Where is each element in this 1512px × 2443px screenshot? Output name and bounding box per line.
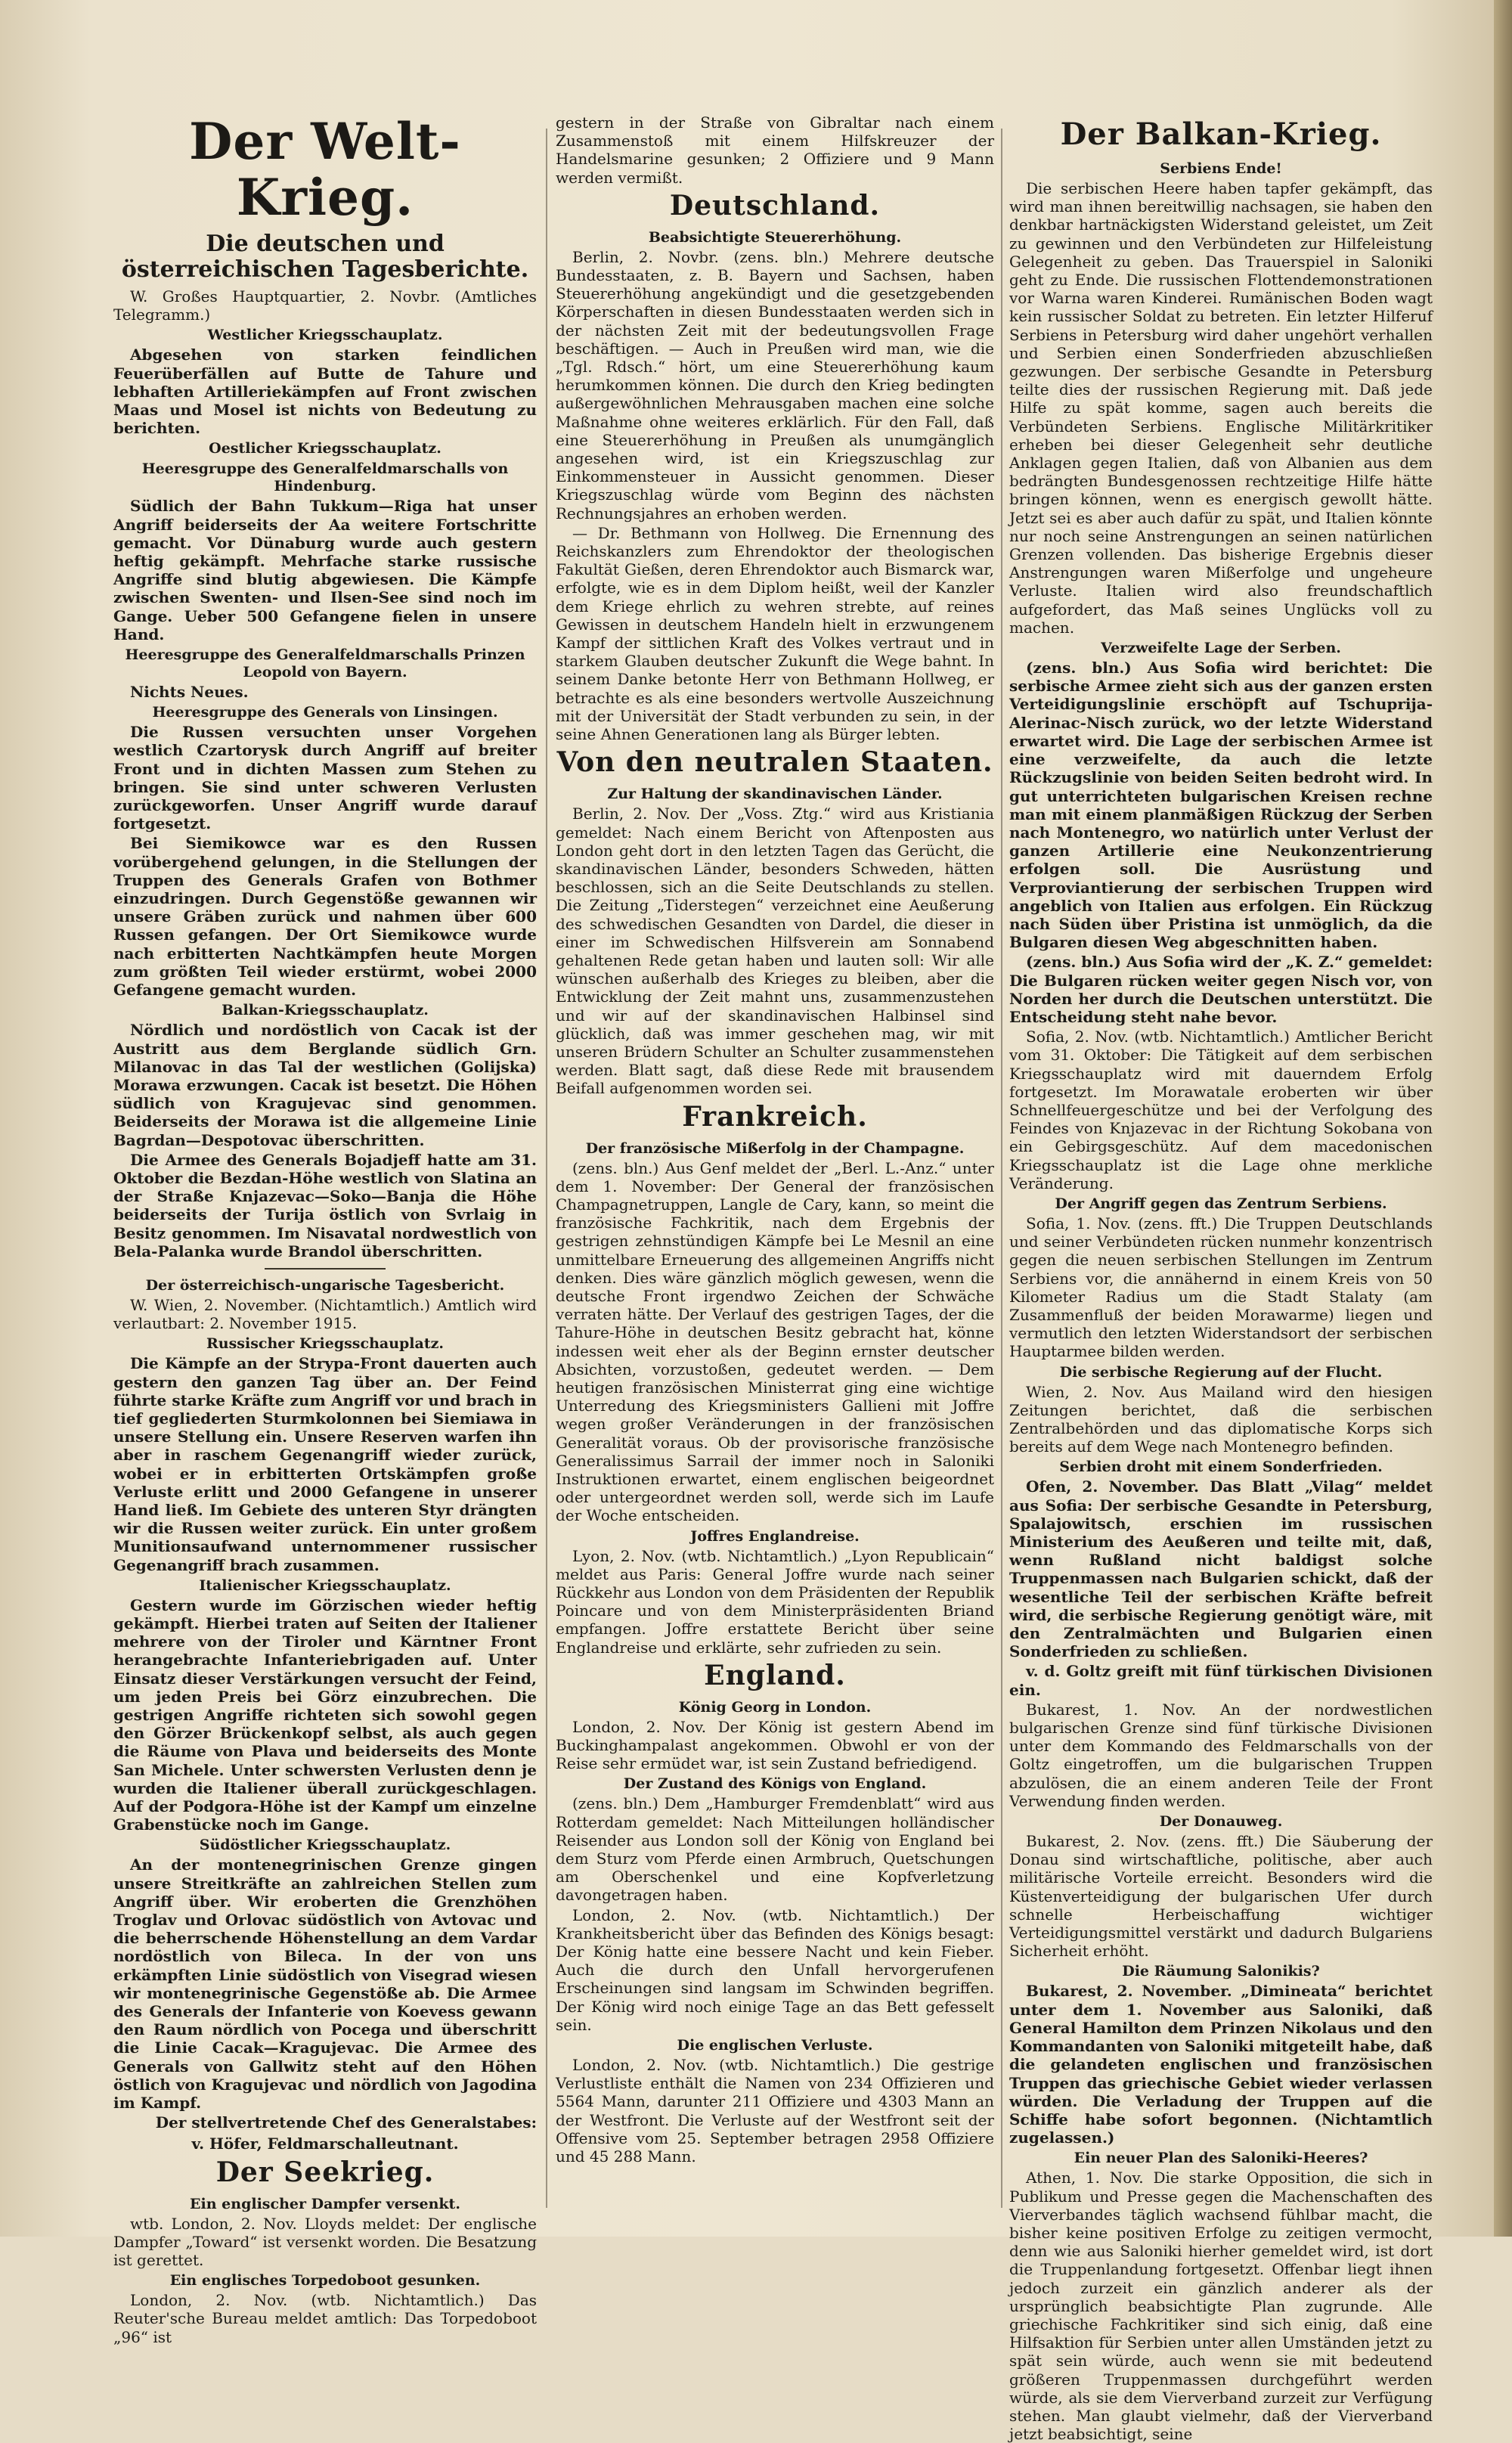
paragraph: Nichts Neues. [130,683,249,702]
page-edge [1494,0,1512,2237]
paragraph: Wien, 2. Nov. Aus Mailand wird den hiesigen Zeitungen berichtet, daß die serbischen Zentralbehörden und das diplomatische Korps sich bereits auf dem Wege nach Montenegro befinden. [1009,1382,1433,1456]
paragraph: Die serbischen Heere haben tapfer gekämpft, das wird man ihnen bereitwillig nachsagen, sie haben den denkbar hartnäckigsten Widerstand geleistet, um Zeit zu gewinnen und den Verbündeten zur Hilfeleistung Gelegenheit zu geben. Das Trauerspiel in Saloniki geht zu Ende. Die russischen Flottendemonstrationen vor Warna waren Kinderei. Rumänischen Boden wagt kein russischer Soldat zu betreten. Ein letzter Hilferuf Serbiens in Petersburg wird daher ungehört verhallen und Serbien einen Sonderfrieden abzuschließen gezwungen. Der serbische Gesandte in Petersburg teilte dies der russischen Regierung mit. Daß jede Hilfe zu spät komme, sagen auch bereits die Verbündeten Serbiens. Englische Militärkritiker erheben bei dieser Gelegenheit sehr deutliche Anklagen gegen Italien, daß von Albanien aus dem bedrängten Bundesgenossen rechtzeitige Hilfe hätte bringen können, wenn es energisch gewollt hätte. Jetzt sei es aber auch dafür zu spät, und Italien könnte nur noch seine Anstrengungen an seinen natürlichen Grenzen vollenden. Das bisherige Ergebnis dieser Anstrengungen waren Mißerfolge und ungeheure Verluste. Italien wird also freundschaftlich aufgefordert, das Maß seines Unglücks voll zu machen. [1009,179,1433,637]
section-heading: Italienischer Kriegsschauplatz. [199,1576,451,1594]
section-heading: Beabsichtigte Steuererhöhung. [648,228,902,246]
paragraph: (zens. bln.) Dem „Hamburger Fremdenblatt“ wird aus Rotterdam gemeldet: Nach Mitteilungen holländischer Reisender aus London soll der König von England bei dem Sturz vom Pferde einen Armbruch, Quetschungen am Oberschenkel und eine Kopfverletzung davongetragen haben. [556,1794,994,1905]
section-heading: Zur Haltung der skandinavischen Länder. [607,786,943,803]
section-heading: Joffres Englandreise. [690,1527,860,1545]
paragraph: Berlin, 2. Nov. Der „Voss. Ztg.“ wird aus Kristiania gemeldet: Nach einem Bericht von Aftenposten aus London geht dort in den letzten Tagen das Gerücht, die skandinavischen Länder, besonders Schweden, hätten beschlossen, sich an die Seite Deutschlands zu stellen. Die Zeitung „Tiderstegen“ verzeichnet eine Aeußerung des schwedischen Gesandten von Dardel, die dieser in einer im Schwedischen Hilfsverein am Sonnabend gehaltenen Rede getan haben und lauten soll: Wir alle wünschen außerhalb des Krieges zu bleiben, aber die Entwicklung der Zeit mahnt uns, zusammenzustehen und wir auf der skandinavischen Halbinsel sind glücklich, daß was immer geschehen mag, wir mit unseren Brüdern Schulter an Schulter zusammenstehen werden. Blatt sagt, daß diese Rede mit brausendem Beifall aufgenommen worden sei. [556,805,994,1098]
column-rule [1001,129,1002,2208]
paragraph: Die Russen versuchten unser Vorgehen westlich Czartorysk durch Angriff auf breiter Front und in dichten Massen zum Stehen zu bringen. Sie sind unter schweren Verlusten zurückgeworfen. Unser Angriff wurde darauf fortgesetzt. [113,723,537,833]
section-heading: Oestlicher Kriegsschauplatz. [209,440,442,457]
column-3 [1009,113,1433,2443]
paragraph: Bukarest, 2. November. „Dimineata“ berichtet unter dem 1. November aus Saloniki, daß General Hamilton dem Prinzen Nikolaus und den Kommandanten von Saloniki mitgeteilt habe, daß die gelandeten englischen und französischen Truppen das griechische Gebiet wieder verlassen würden. Die Verladung der Truppen auf die Schiffe habe sofort begonnen. (Nichtamtlich zugelassen.) [1009,1982,1433,2147]
paragraph: Südlich der Bahn Tukkum—Riga hat unser Angriff beiderseits der Aa weitere Fortschritte gemacht. Vor Dünaburg wurde auch gestern heftig gekämpft. Mehrfache starke russische Angriffe sind blutig abgewiesen. Die Kämpfe zwischen Swenten- und Ilsen-See sind noch im Gange. Ueber 500 Gefangene fielen in unsere Hand. [113,497,537,643]
signature-line: Der stellvertretende Chef des Generalstabes: [155,2113,537,2132]
subtitle: Die deutschen und österreichischen Tagesberichte. [121,231,529,283]
paragraph: Bukarest, 1. Nov. An der nordwestlichen bulgarischen Grenze sind fünf türkische Divisionen unter dem Kommando des Feldmarschalls von der Goltz eingetroffen, um die bulgarischen Truppen abzulösen, die an einem anderen Teile der Front Verwendung finden werden. [1009,1700,1433,1810]
section-title: Der Balkan-Krieg. [1060,116,1382,152]
section-title: England. [704,1659,846,1691]
section-heading: Die englischen Verluste. [677,2037,873,2054]
paragraph: London, 2. Nov. (wtb. Nichtamtlich.) Der Krankheitsbericht über das Befinden des Königs besagt: Der König hatte eine bessere Nacht und kein Fieber. Auch die durch den Unfall hervorgerufenen Erscheinungen sind langsam im Schwinden begriffen. Der König wird noch einige Tage an das Bett gefesselt sein. [556,1905,994,2034]
paragraph: (zens. bln.) Aus Sofia wird der „K. Z.“ gemeldet: Die Bulgaren rücken weiter gegen Nisch vor, von Norden her durch die Deutschen unterstützt. Die Entscheidung steht nahe bevor. [1009,953,1433,1026]
signature-name: v. Höfer, Feldmarschalleutnant. [191,2135,459,2153]
paragraph: wtb. London, 2. Nov. Lloyds meldet: Der englische Dampfer „Toward“ ist versenkt worden. Die Besatzung ist gerettet. [113,2214,537,2270]
paragraph: (zens. bln.) Aus Genf meldet der „Berl. L.-Anz.“ unter dem 1. November: Der General der französischen Champagnetruppen, Langle de Cary, kann, so meint die französische Fachkritik, nach dem Ergebnis der gestrigen zehnstündigen Kämpfe bei Le Mesnil an eine unmittelbare Erneuerung des allgemeinen Angriffs nicht denken. Dies wäre gänzlich möglich gewesen, wenn die deutsche Front irgendwo Zeichen der Schwäche verraten hätte. Der Verlauf des gestrigen Tages, der die Tahure-Höhe in deutschen Besitz gebracht hat, könne indessen weit eher als der Beginn ernster deutscher Absichten, vorzustoßen, gedeutet werden. — Dem heutigen französischen Ministerrat ging eine wichtige Unterredung des Kriegsministers Gallieni mit Joffre wegen großer Veränderungen in der französischen Generalität voraus. Ob der provisorische französische Generalissimus Sarrail der immer noch in Saloniki Instruktionen erwartet, einem englischen beigeordnet oder untergeordnet werden soll, werde sich im Laufe der Woche entscheiden. [556,1158,994,1525]
section-heading: Ein neuer Plan des Saloniki-Heeres? [1074,2150,1368,2167]
paragraph: London, 2. Nov. (wtb. Nichtamtlich.) Das Reuter'sche Bureau meldet amtlich: Das Torpedoboot „96“ ist [113,2291,537,2346]
paragraph: Bei Siemikowce war es den Russen vorübergehend gelungen, in die Stellungen der Truppen des Generals Grafen von Bothmer einzudringen. Durch Gegenstöße gewannen wir unsere Gräben zurück und nahmen über 600 Russen gefangen. Der Ort Siemikowce wurde nach erbitterten Nachtkämpfen heute Morgen zum größten Teil wieder erstürmt, wobei 2000 Gefangene gemacht wurden. [113,834,537,1000]
section-title: Deutschland. [669,189,881,222]
section-title: Der Seekrieg. [215,2156,435,2188]
paragraph: Sofia, 1. Nov. (zens. fft.) Die Truppen Deutschlands und seiner Verbündeten rücken nunmehr konzentrisch gegen die neuen serbischen Stellungen im Zentrum Serbiens vor, die annähernd in einem Kreis von 50 Kilometer Radius um die Stadt Stalaty (am Zusammenfluß der beiden Morawarme) liegen und vermutlich den letzten Widerstandsort der serbischen Hauptarmee bilden werden. [1009,1214,1433,1361]
section-heading: Heeresgruppe des Generals von Linsingen. [152,704,498,721]
section-heading: Der französische Mißerfolg in der Champagne. [585,1139,965,1157]
section-heading: Heeresgruppe des Generalfeldmarschalls Prinzen Leopold von Bayern. [125,646,525,681]
paragraph: v. d. Goltz greift mit fünf türkischen Divisionen ein. [1009,1662,1433,1699]
section-heading: Der Donauweg. [1159,1813,1283,1831]
section-title: Frankreich. [682,1100,868,1133]
paragraph: Lyon, 2. Nov. (wtb. Nichtamtlich.) „Lyon Republicain“ meldet aus Paris: General Joffre wurde nach seiner Rückkehr aus London von dem Präsidenten der Republik Poincare und von dem Ministerpräsidenten Briand empfangen. Joffre erstattete Bericht über seine Englandreise und erklärte, sehr zufrieden zu sein. [556,1546,994,1657]
paragraph: Berlin, 2. Novbr. (zens. bln.) Mehrere deutsche Bundesstaaten, z. B. Bayern und Sachsen, haben Steuererhöhung angekündigt und die gesetzgebenden Körperschaften in diesen Bundesstaaten werden sich in der nächsten Zeit mit der bedeutungsvollen Frage beschäftigen. — Auch in Preußen wird man, wie die „Tgl. Rdsch.“ hört, um eine Steuererhöhung kaum herumkommen können. Die durch den Krieg bedingten außergewöhnlichen Mehrausgaben machen eine solche Maßnahme ohne weiteres erklärlich. Für den Fall, daß eine Steuererhöhung in Preußen als unumgänglich angesehen wird, ist ein Kriegszuschlag zur Einkommensteuer in Aussicht genommen. Dieser Kriegszuschlag würde vom Beginn des nächsten Rechnungsjahres an erhoben werden. [556,247,994,522]
section-title: Von den neutralen Staaten. [556,746,993,779]
section-heading: Der Zustand des Königs von England. [623,1775,927,1793]
paragraph: Sofia, 2. Nov. (wtb. Nichtamtlich.) Amtlicher Bericht vom 31. Oktober: Die Tätigkeit auf dem serbischen Kriegsschauplatz wird mit dauerndem Erfolg fortgesetzt. Im Morawatale eroberten wir über Schnellfeuergeschütze und bei der Verfolgung des Feindes von Knjazevac in der Richtung Sokobana von ein Gebirgsgeschütz. Auf dem macedonischen Kriegsschauplatz ist die Lage ohne merkliche Veränderung. [1009,1028,1433,1192]
paragraph: Ofen, 2. November. Das Blatt „Vilag“ meldet aus Sofia: Der serbische Gesandte in Petersburg, Spalajowitsch, erschien im russischen Ministerium des Aeußeren und teilte mit, daß, wenn Rußland nicht baldigst solche Truppenmassen nach Bulgarien schickt, daß der wesentliche Teil der serbischen Kräfte befreit wird, die serbische Regierung genötigt wäre, mit den Zentralmächten und Bulgarien einen Sonderfrieden zu schließen. [1009,1477,1433,1661]
paragraph: Abgesehen von starken feindlichen Feuerüberfällen auf Butte de Tahure und lebhaften Artilleriekämpfen auf Front zwischen Maas und Mosel ist nichts von Bedeutung zu berichten. [113,346,537,438]
section-heading: Ein englischer Dampfer versenkt. [190,2195,460,2212]
paragraph: London, 2. Nov. (wtb. Nichtamtlich.) Die gestrige Verlustliste enthält die Namen von 234 Offizieren und 5564 Mann, darunter 211 Offiziere und 4303 Mann an der Westfront. Die Verluste auf der Westfront seit der Offensive vom 25. September betragen 2958 Offiziere und 45 288 Mann. [556,2056,994,2166]
paragraph: London, 2. Nov. Der König ist gestern Abend im Buckinghampalast angekommen. Obwohl er von der Reise sehr ermüdet war, ist sein Zustand befriedigend. [556,1717,994,1773]
paragraph: W. Wien, 2. November. (Nichtamtlich.) Amtlich wird verlautbart: 2. November 1915. [113,1295,537,1333]
paragraph: Gestern wurde im Görzischen wieder heftig gekämpft. Hierbei traten auf Seiten der Italiener mehrere von der Tiroler und Kärntner Front herangebrachte Infanteriebrigaden auf. Unter Einsatz dieser Verstärkungen versucht der Feind, um jeden Preis bei Görz einzubrechen. Die gestrigen Angriffe richteten sich sowohl gegen den Görzer Brückenkopf selbst, als auch gegen die Räume von Plava und beiderseits des Monte San Michele. Unter schwersten Verlusten denn je wurden die Italiener überall zurückgeschlagen. Auf der Podgora-Höhe ist der Kampf um einzelne Grabenstücke noch im Gange. [113,1595,537,1834]
section-heading: Balkan-Kriegsschauplatz. [222,1002,429,1019]
section-heading: Der österreichisch-ungarische Tagesbericht. [145,1276,505,1294]
section-heading: Serbien droht mit einem Sonderfrieden. [1059,1459,1383,1476]
paragraph: Bukarest, 2. Nov. (zens. fft.) Die Säuberung der Donau sind wirtschaftliche, politische, aber auch militärische Vorteile erreicht. Besonders wird die Küstenverteidigung der bulgarischen Ufer durch schnelle Herbeischaffung wichtiger Verteidigungsmittel verstärkt und dadurch Bulgariens Sicherheit erhöht. [1009,1832,1433,1961]
paragraph: — Dr. Bethmann von Hollweg. Die Ernennung des Reichskanzlers zum Ehrendoktor der theologischen Fakultät Gießen, deren Ehrendoktor auch Bismarck war, erfolgte, wie es in dem Diplom heißt, weil der Kanzler dem Kriege ehrlich zu wehren strebte, auf reines Gewissen in deutschem Handeln hielt in erzwungenem Kampf der sittlichen Kraft des Volkes vertraut und in starkem Glauben deutscher Zukunft die Wege bahnt. In seinem Danke betonte Herr von Bethmann Hollweg, er betrachte es als eine besonders wertvolle Auszeichnung mit der Universität der Stadt verbunden zu sein, in der seine Ahnen Generationen lang als Bürger lebten. [556,523,994,744]
divider [265,1268,386,1270]
section-heading: Die serbische Regierung auf der Flucht. [1059,1363,1383,1381]
column-2 [556,113,994,2223]
paragraph: (zens. bln.) Aus Sofia wird berichtet: Die serbische Armee zieht sich aus der ganzen ersten Verteidigungslinie erschöpft auf Tschuprija-Alerinac-Nisch zurück, wo der letzte Widerstand erwartet wird. Die Lage der serbischen Armee ist eine verzweifelte, da auch die letzte Rückzugslinie von beiden Seiten bedroht wird. In gut unterrichteten bulgarischen Kreisen rechne man mit einem planmäßigen Rückzug der Serben nach Montenegro, wo natürlich unter Verlust der ganzen Artillerie eine Neukonzentrierung erfolgen soll. Die Ausrüstung und Verproviantierung der serbischen Truppen wird angeblich von Italien aus erfolgen. Ein Rückzug nach Süden über Pristina ist unmöglich, da die Bulgaren diesen Weg abgeschnitten haben. [1009,659,1433,952]
section-heading: Russischer Kriegsschauplatz. [206,1335,445,1353]
section-heading: Südöstlicher Kriegsschauplatz. [199,1837,451,1854]
section-heading: Ein englisches Torpedoboot gesunken. [169,2272,481,2290]
column-rule [546,129,547,2208]
paragraph: Die Kämpfe an der Strypa-Front dauerten auch gestern den ganzen Tag über an. Der Feind führte starke Kräfte zum Angriff vor und brach in tief gegliederten Sturmkolonnen bei Siemiawa in unsere Stellung ein. Unsere Reserven warfen ihn aber in raschem Gegenangriff wieder zurück, wobei er in erbitterten Ortskämpfen große Verluste erlitt und 2000 Gefangene in unserer Hand ließ. Im Gebiete des unteren Styr drängten wir die Russen weiter zurück. Ein unter großem Munitionsaufwand unternommener russischer Gegenangriff brach zusammen. [113,1354,537,1574]
paragraph: Nördlich und nordöstlich von Cacak ist der Austritt aus dem Berglande südlich Grn. Milanovac in das Tal der westlichen (Golijska) Morawa erzwungen. Cacak ist besetzt. Die Höhen südlich von Kragujevac sind genommen. Beiderseits der Morawa ist die allgemeine Linie Bagrdan—Despotovac überschritten. [113,1021,537,1149]
paragraph: Athen, 1. Nov. Die starke Opposition, die sich in Publikum und Presse gegen die Machenschaften des Vierverbandes täglich wachsend fühlbar macht, die bisher keine positiven Erfolge zu zeitigen vermocht, denn wie aus Saloniki hierher gemeldet wird, ist dort die Truppenlandung fortgesetzt. Offenbar liegt ihnen jedoch zurzeit ein gänzlich anderer als der ursprünglich beabsichtigte Plan zugrunde. Alle griechische Fachkritiker sind sich einig, daß eine Hilfsaktion für Serbien unter allen Umständen jetzt zu spät sein würde, auch wenn sie mit bedeutend größeren Truppenmassen durchgeführt werden würde, als sie dem Vierverband zurzeit zur Verfügung stehen. Man glaubt vielmehr, daß der Vierverband jetzt beabsichtigt, seine [1009,2169,1433,2443]
section-heading: Die Räumung Salonikis? [1122,1963,1320,1980]
paragraph: Die Armee des Generals Bojadjeff hatte am 31. Oktober die Bezdan-Höhe westlich von Slatina an der Straße Knjazevac—Soko—Banja die Höhe beiderseits der Turija östlich von Svrlaig in Besitz genommen. Im Nisavatal nordwestlich von Bela-Palanka wurde Brandol überschritten. [113,1150,537,1260]
main-title: Der Welt-Krieg. [189,112,461,227]
section-heading: König Georg in London. [678,1698,872,1716]
section-heading: Der Angriff gegen das Zentrum Serbiens. [1055,1195,1387,1212]
paragraph: W. Großes Hauptquartier, 2. Novbr. (Amtliches Telegramm.) [113,287,537,324]
section-heading: Heeresgruppe des Generalfeldmarschalls von Hindenburg. [141,460,509,495]
section-heading: Verzweifelte Lage der Serben. [1101,640,1341,657]
paragraph: gestern in der Straße von Gibraltar nach einem Zusammenstoß mit einem Hilfskreuzer der Handelsmarine gesunken; 2 Offiziere und 9 Mann werden vermißt. [556,113,994,187]
section-heading: Westlicher Kriegsschauplatz. [207,327,443,344]
section-heading: Serbiens Ende! [1160,160,1282,177]
column-1 [113,112,537,2346]
paragraph: An der montenegrinischen Grenze gingen unsere Streitkräfte an zahlreichen Stellen zum Angriff über. Wir eroberten die Grenzhöhen Troglav und Orlovac südöstlich von Avtovac und die beherrschende Höhenstellung an dem Vardar nordöstlich von Bileca. In der von uns erkämpften Linie südöstlich von Visegrad wiesen wir montenegrinische Gegenstöße ab. Die Armee des Generals der Infanterie von Koevess gewann den Raum nördlich von Pocega und überschritt die Linie Cacak—Kragujevac. Die Armee des Generals von Gallwitz steht auf den Höhen östlich von Kragujevac und nördlich von Jagodina im Kampf. [113,1856,537,2113]
